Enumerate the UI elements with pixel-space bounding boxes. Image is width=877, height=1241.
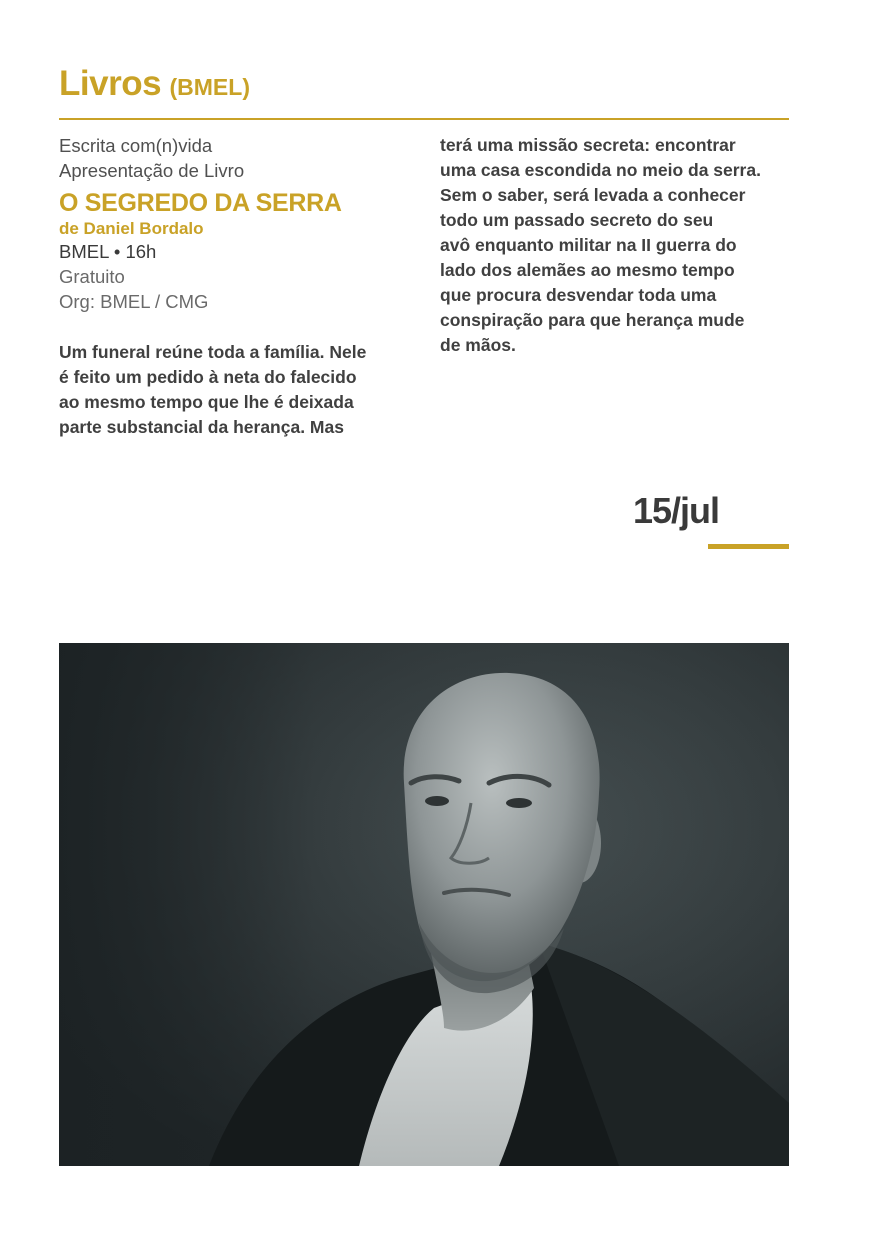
description-line: Um funeral reúne toda a família. Nele — [59, 342, 367, 362]
description-line: lado dos alemães ao mesmo tempo — [440, 260, 735, 280]
description-line: ao mesmo tempo que lhe é deixada — [59, 392, 354, 412]
description-line: que procura desvendar toda uma — [440, 285, 717, 305]
section-title-subtitle: (BMEL) — [169, 74, 250, 100]
section-title-main: Livros — [59, 64, 162, 103]
description-right — [440, 133, 792, 358]
author-photo — [59, 643, 789, 1166]
left-column — [59, 133, 414, 440]
description-line: avô enquanto militar na II guerra do — [440, 235, 737, 255]
event-price: Gratuito — [59, 266, 125, 287]
author-portrait-illustration — [59, 643, 789, 1166]
event-type: Apresentação de Livro — [59, 160, 245, 181]
description-line: conspiração para que herança mude — [440, 310, 745, 330]
description-line: terá uma missão secreta: encontrar — [440, 135, 736, 155]
right-column — [440, 133, 792, 358]
section-title — [59, 66, 250, 101]
description-line: Sem o saber, será levada a conhecer — [440, 185, 746, 205]
description-line: todo um passado secreto do seu — [440, 210, 714, 230]
event-organizer: Org: BMEL / CMG — [59, 291, 209, 312]
event-series: Escrita com(n)vida — [59, 135, 213, 156]
description-left — [59, 340, 414, 440]
description-line: parte substancial da herança. Mas — [59, 417, 344, 437]
description-line: é feito um pedido à neta do falecido — [59, 367, 357, 387]
description-line: uma casa escondida no meio da serra. — [440, 160, 761, 180]
event-author: de Daniel Bordalo — [59, 219, 204, 238]
date-underline — [708, 544, 789, 549]
event-title: O SEGREDO DA SERRA — [59, 189, 342, 217]
title-divider — [59, 118, 789, 120]
description-line: de mãos. — [440, 335, 516, 355]
event-venue-time: BMEL • 16h — [59, 241, 157, 262]
event-date: 15/jul — [633, 490, 720, 531]
